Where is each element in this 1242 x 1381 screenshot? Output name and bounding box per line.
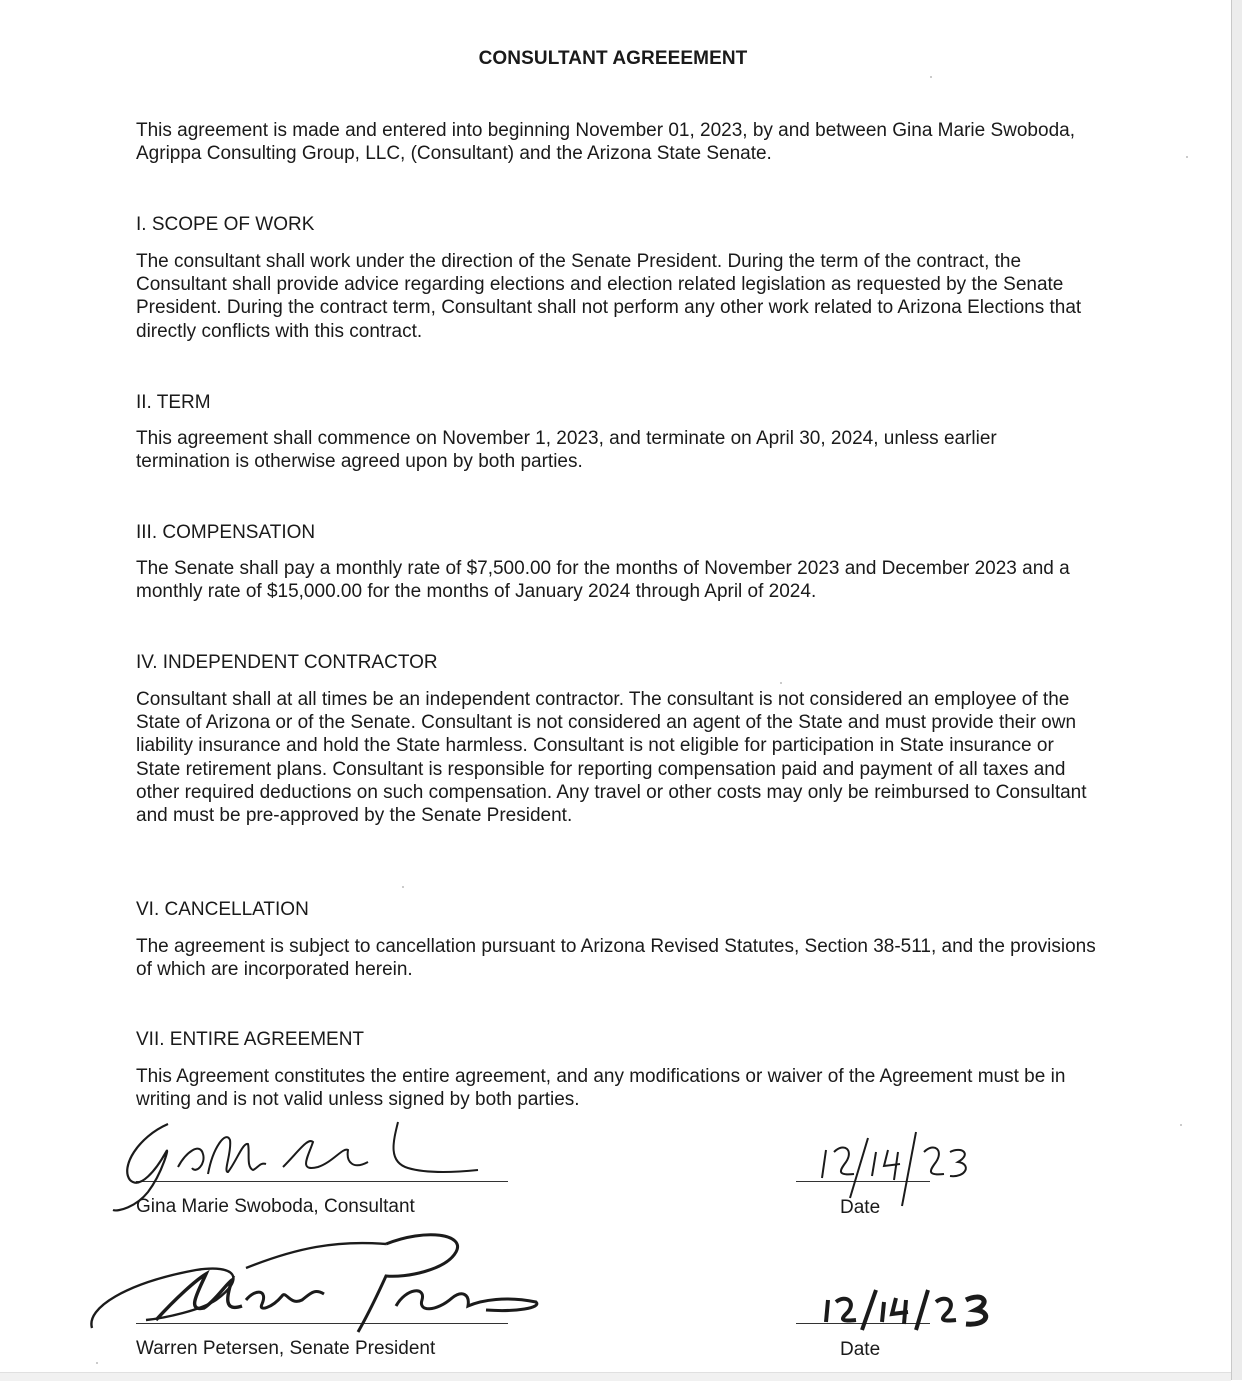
scan-speck <box>402 886 404 888</box>
scan-speck <box>930 76 932 78</box>
president-signature <box>86 1228 556 1338</box>
section-heading-cancellation: VI. CANCELLATION <box>136 899 309 920</box>
consultant-handwritten-date <box>806 1128 986 1213</box>
section-body-contractor: Consultant shall at all times be an independent contractor. The consultant is not considered an employee of the State of Arizona or of the Senate. Consultant is not considered an agent of the State and must provide their own liability insurance and hold the State harmless. Consultant is not eligible for participation in State insurance or State retirement plans. Consultant is responsible for reporting compensation paid and payment of all taxes and other required deductions on such compensation. Any travel or other costs may only be reimbursed to Consultant and must be pre-approved by the Senate President. <box>136 689 1087 827</box>
consultant-date-label: Date <box>840 1197 881 1218</box>
section-heading-contractor: IV. INDEPENDENT CONTRACTOR <box>136 652 438 673</box>
intro-paragraph: This agreement is made and entered into beginning November 01, 2023, by and between Gina Marie Swoboda, Agrippa Consulting Group, LLC, (Consultant) and the Arizona State Senate. <box>136 120 1075 165</box>
president-handwritten-date <box>816 1286 1016 1336</box>
section-heading-term: II. TERM <box>136 392 211 413</box>
section-heading-compensation: III. COMPENSATION <box>136 522 316 543</box>
president-name-label: Warren Petersen, Senate President <box>136 1338 436 1359</box>
scan-speck <box>1186 156 1188 158</box>
section-body-entire-agreement: This Agreement constitutes the entire agreement, and any modifications or waiver of the Agreement must be in writing and is not valid unless signed by both parties. <box>136 1066 1066 1111</box>
section-body-compensation: The Senate shall pay a monthly rate of $7,500.00 for the months of November 2023 and December 2023 and a monthly rate of $15,000.00 for the months of January 2024 through April of 2024. <box>136 558 1070 603</box>
section-heading-entire-agreement: VII. ENTIRE AGREEMENT <box>136 1029 365 1050</box>
page-right-edge <box>1231 0 1242 1380</box>
scan-speck <box>96 1362 98 1364</box>
scan-speck <box>1180 1124 1182 1126</box>
consultant-name-label: Gina Marie Swoboda, Consultant <box>136 1196 415 1217</box>
president-date-label: Date <box>840 1339 881 1360</box>
section-body-term: This agreement shall commence on November 1, 2023, and terminate on April 30, 2024, unless earlier termination is otherwise agreed upon by both parties. <box>136 428 997 473</box>
section-heading-scope: I. SCOPE OF WORK <box>136 214 315 235</box>
section-body-cancellation: The agreement is subject to cancellation pursuant to Arizona Revised Statutes, Section 38-511, and the provisions of which are incorporated herein. <box>136 936 1096 981</box>
scan-speck <box>780 682 782 684</box>
section-body-scope: The consultant shall work under the direction of the Senate President. During the term of the contract, the Consultant shall provide advice regarding elections and election related legislation as requested by the Senate President. During the contract term, Consultant shall not perform any other work related to Arizona Elections that directly conflicts with this contract. <box>136 251 1082 342</box>
document-title: CONSULTANT AGREEEMENT <box>478 48 748 69</box>
